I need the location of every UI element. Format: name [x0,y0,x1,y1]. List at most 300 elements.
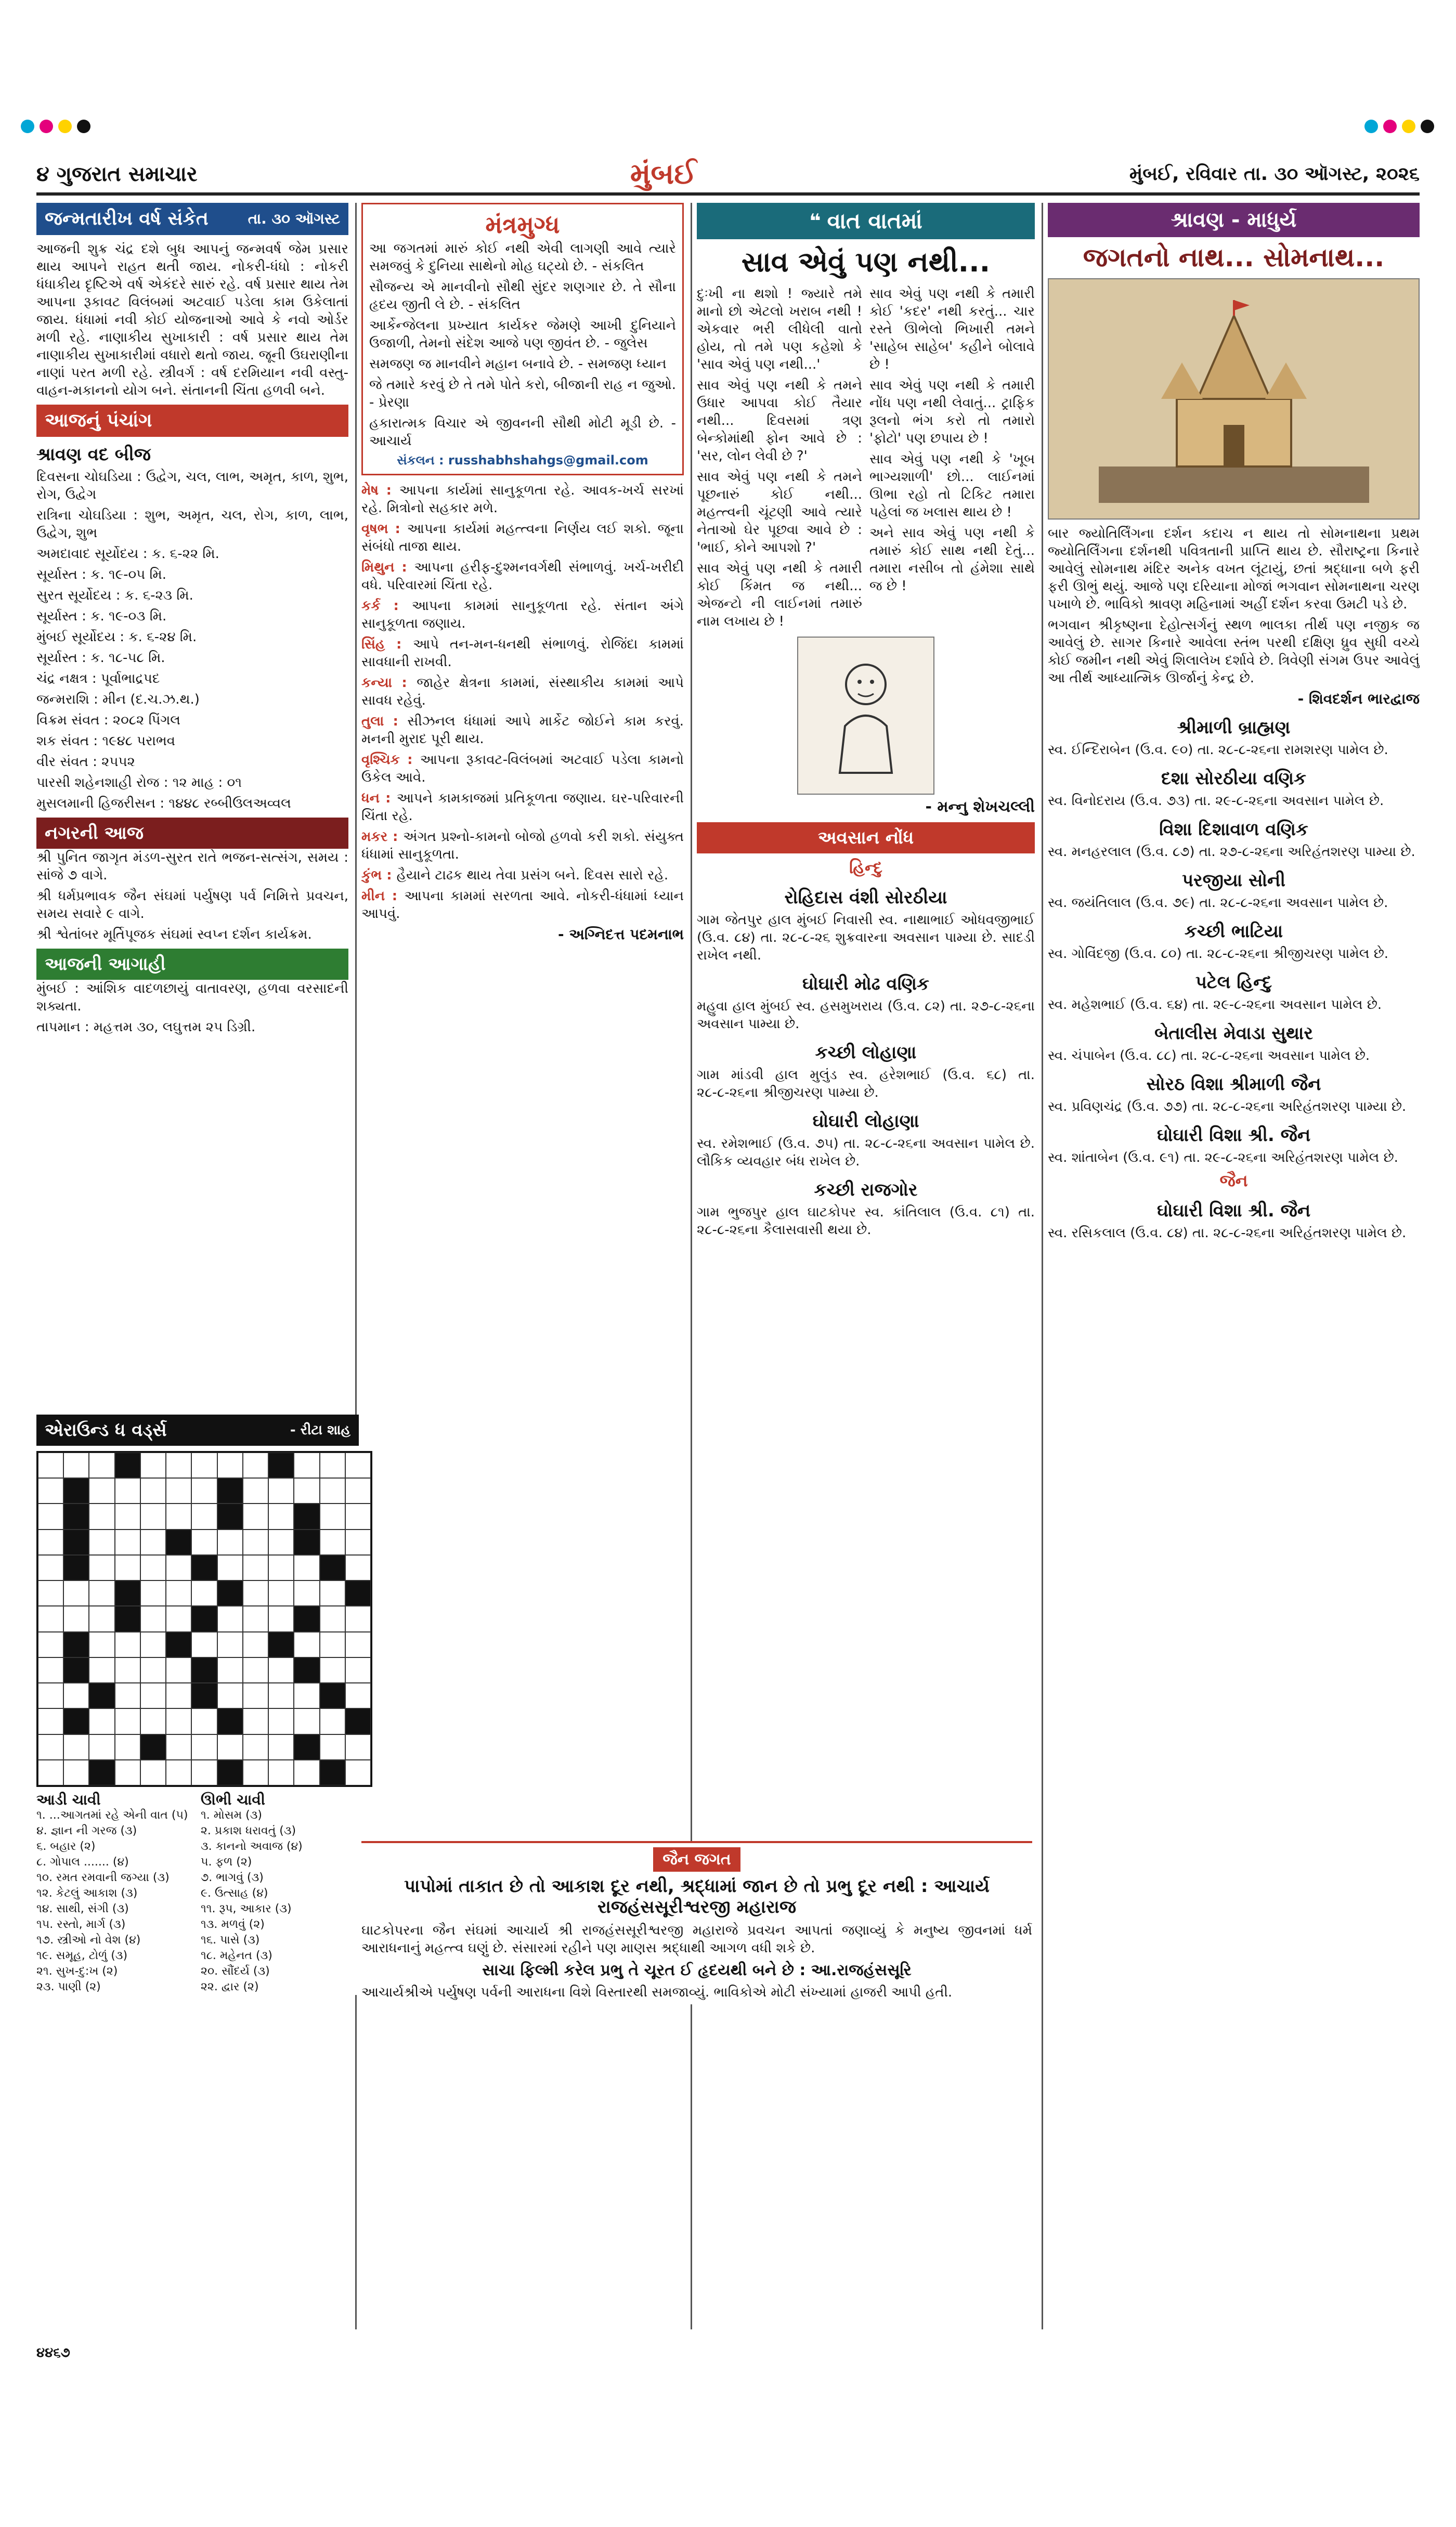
notice-text: સ્વ. ચંપાબેન (ઉ.વ. ૮૮) તા. ૨૮-૮-૨૬ના અવસાન પામેલ છે. [1048,1048,1370,1064]
jain-section [361,1841,1032,2004]
panchang-line: દિવસના ચોઘડિયા : ઉદ્વેગ, ચલ, લાભ, અમૃત, કાળ, શુભ, રોગ, ઉદ્વેગ [36,469,348,502]
crossword-cell[interactable] [166,1606,191,1631]
crossword-black-cell [63,1504,89,1529]
shravan-header [1048,203,1420,237]
crossword-cell[interactable] [268,1734,294,1760]
across-clue: ૧૨. કેટલું આકાશ (૩) [36,1887,138,1900]
panchang-line: સૂર્યાસ્ત : ક. ૧૯-૦૫ મિ. [36,567,167,582]
notices-section-heading: હિન્દુ [849,858,882,877]
aagahi-item: મુંબઈ : આંશિક વાદળછાયું વાતાવરણ, હળવા વરસાદની શક્યતા. [36,981,348,1014]
crossword-cell[interactable] [191,1530,217,1555]
crossword-grid[interactable] [36,1451,372,1787]
crossword-cell[interactable] [217,1632,243,1657]
registration-mark-yellow [58,120,72,133]
crossword-black-cell [320,1683,345,1708]
crossword-black-cell [166,1530,191,1555]
across-clue: ૨૩. પાણી (૨) [36,1980,101,1993]
crossword-cell[interactable] [166,1478,191,1504]
crossword-black-cell [217,1760,243,1785]
horoscope-sign: કન્યા : [361,675,417,691]
notice-text: સ્વ. રમેશભાઈ (ઉ.વ. ૭૫) તા. ૨૮-૮-૨૬ના અવસાન પામેલ છે. લૌકિક વ્યવહાર બંધ રાખેલ છે. [697,1136,1035,1169]
across-head: આડી ચાવી [36,1791,101,1808]
crossword-cell[interactable] [268,1530,294,1555]
notice-text: સ્વ. ગોવિંદજી (ઉ.વ. ૮૦) તા. ૨૮-૮-૨૬ના શ્રીજીચરણ પામેલ છે. [1048,946,1389,962]
notices-column-a [697,822,1035,1239]
crossword-cell[interactable] [166,1555,191,1580]
crossword-cell[interactable] [243,1760,268,1785]
birthday-title: જન્મતારીખ વર્ષ સંકેત [45,208,209,229]
down-clue: ૨૨. દ્વાર (૨) [201,1980,259,1993]
crossword-black-cell [294,1530,319,1555]
crossword-cell[interactable] [217,1734,243,1760]
crossword-cell[interactable] [140,1708,166,1734]
crossword-black-cell [63,1657,89,1683]
shravan-body: બાર જ્યોતિર્લિંગના દર્શન કદાચ ન થાય તો સોમનાથના પ્રથમ જ્યોતિર્લિંગના દર્શનથી પવિત્રતાની પ્રાપ્તિ થાય છે. સૌરાષ્ટ્રના કિનારે આવેલું સોમનાથ મંદિર અનેક વખત લૂંટાયું, છતાં શ્રદ્ધાના બળે ફરી ફરી ઊભું થયું. આજે પણ દરિયાના મોજાં ભગવાન સોમનાથના ચરણ પખાળે છે. ભાવિકો શ્રાવણ મહિનામાં અહીં દર્શન કરવા ઉમટી પડે છે. [1048,526,1420,612]
crossword-title: એરાઉન્ડ ધ વર્ડ્સ [45,1420,167,1441]
vaat-paragraph: દુઃખી ના થશો ! જ્યારે તમે માનો છો એટલો ખરાબ નથી ! એકવાર ભરી લીધેલી વાતો હોય, તો તમે પણ કહેશો કે 'સાવ એવું પણ નથી...' [697,286,862,372]
crossword-cell[interactable] [345,1504,371,1529]
temple-icon [1099,295,1369,503]
crossword-cell[interactable] [166,1504,191,1529]
cartoon-image [797,637,934,795]
crossword-black-cell [217,1708,243,1734]
crossword-cell[interactable] [38,1760,63,1785]
somnath-temple-photo [1048,278,1420,520]
crossword-cell[interactable] [345,1453,371,1478]
notice-name: કચ્છી ભાટિયા [1184,921,1283,942]
crossword-cell[interactable] [294,1478,319,1504]
crossword-cell[interactable] [89,1632,114,1657]
crossword-cell[interactable] [243,1683,268,1708]
horoscope-text: આપના કાર્યમાં મહત્ત્વના નિર્ણય લઈ શકો. જૂના સંબંધો તાજા થાય. [361,521,684,554]
crossword-cell[interactable] [345,1606,371,1631]
crossword-black-cell [89,1683,114,1708]
down-clue: ૧૧. રૂપ, આકાર (૩) [201,1902,292,1915]
crossword-author: - રીટા શાહ [290,1422,350,1438]
jain-title: જૈન જગત [653,1847,740,1872]
notices-title: અવસાન નોંધ [697,822,1035,853]
vaat-paragraph: અને સાવ એવું પણ નથી કે તમારું કોઈ સાથ નથી દેતું... તમારા નસીબ તો હંમેશા સાથે જ છે ! [869,525,1035,594]
crossword-cell[interactable] [38,1708,63,1734]
notice-text: સ્વ. પ્રવિણચંદ્ર (ઉ.વ. ૭૭) તા. ૨૮-૮-૨૬ના અરિહંતશરણ પામ્યા છે. [1048,1099,1407,1115]
crossword-cell[interactable] [191,1504,217,1529]
crossword-cell[interactable] [63,1683,89,1708]
crossword-cell[interactable] [38,1606,63,1631]
crossword-cell[interactable] [63,1453,89,1478]
column-vaat [697,203,1035,2329]
across-clue: ૧૯. સમૂહ, ટોળું (૩) [36,1949,128,1962]
crossword-cell[interactable] [268,1580,294,1606]
crossword-cell[interactable] [89,1530,114,1555]
panchang-line: સૂર્યાસ્ત : ક. ૧૯-૦૩ મિ. [36,608,167,624]
vaat-paragraph: સાવ એવું પણ નથી કે તમારી કોઈ 'કદર' નથી કરતું... ચાર રસ્તે ઊભેલો ભિખારી તમને 'સાહેબ સાહેબ' કહીને બોલાવે છે ! [869,286,1035,372]
notice-text: ગામ ભુજપુર હાલ ઘાટકોપર સ્વ. કાંતિલાલ (ઉ.વ. ૮૧) તા. ૨૮-૮-૨૬ના કૈલાસવાસી થયા છે. [697,1204,1035,1238]
notice-name: વિશા દિશાવાળ વણિક [1159,819,1308,840]
down-clue: ૨. પ્રકાશ ધરાવતું (૩) [201,1824,296,1837]
crossword-black-cell [63,1478,89,1504]
crossword-black-cell [294,1504,319,1529]
panchang-line: જન્મરાશિ : મીન (દ.ચ.ઝ.થ.) [36,692,200,707]
crossword-cell[interactable] [191,1734,217,1760]
notice-name: ઘોઘારી વિશા શ્રી. જૈન [1156,1125,1311,1146]
notice-text: સ્વ. જયંતિલાલ (ઉ.વ. ૭૯) તા. ૨૮-૮-૨૬ના અવસાન પામેલ છે. [1048,895,1388,911]
crossword-cell[interactable] [345,1555,371,1580]
crossword-cell[interactable] [140,1657,166,1683]
crossword-cell[interactable] [115,1530,140,1555]
crossword-cell[interactable] [243,1504,268,1529]
vaat-paragraph: સાવ એવું પણ નથી કે તમારી કોઈ કિંમત જ નથી... એજન્ટો ની લાઈનમાં તમારું નામ લખાય છે ! [697,561,862,629]
crossword-cell[interactable] [191,1478,217,1504]
across-clue: ૪. જ્ઞાન ની ગરજ (૩) [36,1824,137,1837]
crossword-cell[interactable] [89,1453,114,1478]
crossword-cell[interactable] [166,1683,191,1708]
crossword-cell[interactable] [320,1606,345,1631]
crossword-cell[interactable] [345,1530,371,1555]
nagari-header [36,818,348,849]
crossword-cell[interactable] [243,1632,268,1657]
vaat-col-b [869,285,1035,633]
notice-name: સોરઠ વિશા શ્રીમાળી જૈન [1146,1074,1321,1095]
crossword-black-cell [115,1580,140,1606]
horoscope-text: અંગત પ્રશ્નો-કામનો બોજો હળવો કરી શકો. સંયુક્ત ધંધામાં સાનુકૂળતા. [361,829,684,862]
crossword-cell[interactable] [140,1530,166,1555]
crossword-cell[interactable] [115,1708,140,1734]
crossword-cell[interactable] [217,1453,243,1478]
aagahi-item: તાપમાન : મહત્તમ ૩૦, લઘુત્તમ ૨૫ ડિગ્રી. [36,1019,256,1035]
crossword-cell[interactable] [345,1734,371,1760]
crossword-cell[interactable] [191,1632,217,1657]
notice-text: સ્વ. શાંતાબેન (ઉ.વ. ૯૧) તા. ૨૯-૮-૨૬ના અરિહંતશરણ પામેલ છે. [1048,1150,1398,1165]
horoscope-sign: કર્ક : [361,598,412,614]
crossword-cell[interactable] [345,1657,371,1683]
mantra-quote: હકારાત્મક વિચાર એ જીવનની સૌથી મોટી મૂડી છે. - આચાર્ય [369,416,676,449]
crossword-cell[interactable] [140,1580,166,1606]
crossword-cell[interactable] [320,1708,345,1734]
crossword-cell[interactable] [38,1580,63,1606]
horoscope-sign: વૃશ્ચિક : [361,752,420,768]
crossword-cell[interactable] [166,1708,191,1734]
crossword-cell[interactable] [217,1683,243,1708]
crossword-black-cell [191,1606,217,1631]
panchang-line: શક સંવત : ૧૯૪૮ પરાભવ [36,733,175,749]
crossword-cell[interactable] [268,1606,294,1631]
vaat-col-a [697,285,862,633]
crossword-black-cell [320,1555,345,1580]
crossword-clues [36,1792,359,1995]
across-clue: ૮. ગોપાલ ....... (૪) [36,1856,129,1869]
notice-text: મહુવા હાલ મુંબઈ સ્વ. હસમુખરાય (ઉ.વ. ૮૨) તા. ૨૭-૮-૨૬ના અવસાન પામ્યા છે. [697,999,1035,1032]
crossword-cell[interactable] [38,1657,63,1683]
crossword-cell[interactable] [191,1760,217,1785]
crossword-cell[interactable] [191,1708,217,1734]
column-rule [355,203,357,2329]
crossword-cell[interactable] [268,1760,294,1785]
crossword-black-cell [294,1606,319,1631]
crossword-black-cell [63,1708,89,1734]
notice-name: કચ્છી રાજગોર [814,1180,918,1200]
crossword-black-cell [191,1657,217,1683]
crossword-cell[interactable] [140,1504,166,1529]
crossword-cell[interactable] [166,1453,191,1478]
notice-text: સ્વ. ઈન્દિરાબેન (ઉ.વ. ૯૦) તા. ૨૮-૮-૨૬ના રામશરણ પામેલ છે. [1048,742,1388,758]
crossword-cell[interactable] [320,1580,345,1606]
masthead [36,156,1420,196]
crossword-cell[interactable] [320,1657,345,1683]
registration-mark-cyan-right [1364,120,1378,133]
panchang-line: પારસી શહેનશાહી રોજ : ૧૨ માહ : ૦૧ [36,775,242,791]
crossword-cell[interactable] [243,1734,268,1760]
crossword-cell[interactable] [140,1453,166,1478]
crossword-cell[interactable] [217,1606,243,1631]
panchang-month: શ્રાવણ વદ બીજ [36,444,151,465]
crossword-cell[interactable] [268,1657,294,1683]
horoscope-text: આપના રૂકાવટ-વિલંબમાં અટવાઈ પડેલા કામનો ઉકેલ આવે. [361,752,684,785]
crossword-cell[interactable] [320,1504,345,1529]
horoscope-item [361,712,684,748]
crossword-cell[interactable] [217,1530,243,1555]
crossword-black-cell [294,1734,319,1760]
notice-name: દશા સોરઠીયા વણિક [1161,768,1307,789]
crossword-black-cell [191,1683,217,1708]
crossword-cell[interactable] [89,1734,114,1760]
nagari-item: શ્રી શ્વેતાંબર મૂર્તિપૂજક સંઘમાં સ્વપ્ન દર્શન કાર્યક્રમ. [36,927,312,942]
crossword-cell[interactable] [89,1478,114,1504]
across-clue: ૬. બહાર (૨) [36,1840,96,1853]
across-list [36,1808,194,1995]
horoscope-sign: મેષ : [361,483,399,498]
horoscope-item [361,866,684,884]
crossword-cell[interactable] [140,1760,166,1785]
notice-name: ઘોઘારી મોઢ વણિક [802,974,930,994]
down-clues [201,1792,359,1995]
crossword-cell[interactable] [268,1683,294,1708]
crossword-cell[interactable] [115,1683,140,1708]
crossword-cell[interactable] [89,1606,114,1631]
crossword-cell[interactable] [115,1555,140,1580]
down-clue: ૩. કાનનો અવાજ (૪) [201,1840,303,1853]
shravan-body-2: ભગવાન શ્રીકૃષ્ણના દેહોત્સર્ગનું સ્થળ ભાલકા તીર્થ પણ નજીક જ આવેલું છે. સાગર કિનારે આવેલા સ્તંભ પરથી દક્ષિણ ધ્રુવ સુધી વચ્ચે કોઈ જમીન નથી એવું શિલાલેખ દર્શાવે છે. ત્રિવેણી સંગમ ઉપર આવેલું આ તીર્થ આધ્યાત્મિક ઊર્જાનું કેન્દ્ર છે. [1048,617,1420,686]
crossword-cell[interactable] [243,1657,268,1683]
crossword-cell[interactable] [320,1478,345,1504]
mantra-quote: સૌજન્ય એ માનવીનો સૌથી સુંદર શણગાર છે. તે સૌના હૃદય જીતી લે છે. - સંકલિત [369,279,676,313]
crossword-cell[interactable] [38,1632,63,1657]
notice-text: સ્વ. મનહરલાલ (ઉ.વ. ૮૭) તા. ૨૭-૮-૨૬ના અરિહંતશરણ પામ્યા છે. [1048,844,1415,860]
across-clues [36,1792,194,1995]
horoscope-item [361,751,684,786]
horoscope-item [361,597,684,632]
panchang-line: વિક્રમ સંવત : ૨૦૮૨ પિંગલ [36,712,180,728]
crossword-cell[interactable] [63,1606,89,1631]
crossword-cell[interactable] [243,1530,268,1555]
horoscope-text: આપના કામમાં સાનુકૂળતા રહે. સંતાન અંગે સાનુકૂળતા જણાય. [361,598,684,631]
footer [36,2345,1420,2366]
mantra-credit: સંકલન : russhabhshahgs@gmail.com [397,453,648,468]
crossword-cell[interactable] [217,1555,243,1580]
horoscope-sign: મીન : [361,888,405,904]
vaat-headline: સાવ એવું પણ નથી... [741,245,991,278]
crossword-cell[interactable] [140,1683,166,1708]
column-horoscope [361,203,684,2329]
crossword-black-cell [217,1478,243,1504]
across-clue: ૨૧. સુખ-દુ:ખ (૨) [36,1965,118,1978]
mantra-quote: આ જગતમાં મારું કોઈ નથી એવી લાગણી આવે ત્યારે સમજવું કે દુનિયા સાથેનો મોહ ઘટ્યો છે. - સંકલિત [369,241,676,274]
aagahi-header [36,949,348,980]
across-clue: ૧૦. રમત રમવાની જગ્યા (૩) [36,1871,170,1884]
crossword-cell[interactable] [166,1657,191,1683]
column-rule [1042,203,1043,2329]
crossword-cell[interactable] [140,1632,166,1657]
crossword-cell[interactable] [294,1453,319,1478]
horoscope-item [361,520,684,555]
crossword-cell[interactable] [115,1760,140,1785]
crossword-cell[interactable] [345,1632,371,1657]
mantra-title: મંત્રમુગ્ધ [485,211,560,239]
nagari-title: નગરની આજ [45,823,144,844]
crossword-cell[interactable] [89,1580,114,1606]
notice-name: પરજીયા સોની [1181,870,1286,891]
crossword-cell[interactable] [320,1632,345,1657]
crossword-cell[interactable] [115,1632,140,1657]
crossword-black-cell [115,1453,140,1478]
crossword-cell[interactable] [320,1453,345,1478]
horoscope-text: જાહેર ક્ષેત્રના કામમાં, સંસ્થાકીય કામમાં આપે સાવધ રહેવું. [361,675,684,708]
crossword-cell[interactable] [140,1478,166,1504]
crossword-cell[interactable] [140,1555,166,1580]
panchang-lines [36,468,348,812]
crossword-black-cell [191,1555,217,1580]
aagahi-title: આજની આગાહી [45,954,166,975]
horoscope-sign: મકર : [361,829,404,845]
crossword-cell[interactable] [294,1555,319,1580]
vaat-author: - મન્નુ શેખચલ્લી [925,798,1035,816]
crossword-cell[interactable] [166,1734,191,1760]
crossword-cell[interactable] [320,1530,345,1555]
crossword-cell[interactable] [294,1708,319,1734]
crossword-cell[interactable] [38,1504,63,1529]
down-list [201,1808,359,1995]
down-clue: ૯. ઉત્સાહ (૪) [201,1887,268,1900]
horoscope-text: આપના કામમાં સરળતા આવે. નોકરી-ધંધામાં ધ્યાન આપવું. [361,888,684,922]
crossword-cell[interactable] [217,1657,243,1683]
crossword-cell[interactable] [38,1555,63,1580]
horoscope-item [361,828,684,863]
crossword-cell[interactable] [38,1530,63,1555]
horoscope-sign: તુલા : [361,714,408,729]
panchang-line: ચંદ્ર નક્ષત્ર : પૂર્વાભાદ્રપદ [36,671,160,686]
page-number: ૪ [36,162,49,186]
crossword-cell[interactable] [243,1708,268,1734]
crossword-black-cell [217,1504,243,1529]
crossword-cell[interactable] [89,1555,114,1580]
crossword-cell[interactable] [38,1453,63,1478]
crossword-black-cell [115,1606,140,1631]
crossword-cell[interactable] [294,1580,319,1606]
notice-text: સ્વ. રસિકલાલ (ઉ.વ. ૮૪) તા. ૨૮-૮-૨૬ના અરિહંતશરણ પામેલ છે. [1048,1225,1407,1241]
horoscope-sign: ધન : [361,791,397,806]
horoscope-list [361,482,684,923]
crossword-section [36,1415,359,1995]
crossword-cell[interactable] [115,1504,140,1529]
notice-text: સ્વ. મહેશભાઈ (ઉ.વ. ૬૪) તા. ૨૯-૮-૨૬ના અવસાન પામેલ છે. [1048,997,1382,1013]
crossword-cell[interactable] [294,1683,319,1708]
crossword-cell[interactable] [115,1734,140,1760]
down-clue: ૧૮. મહેનત (૩) [201,1949,272,1962]
birthday-header [36,203,348,235]
crossword-cell[interactable] [243,1606,268,1631]
crossword-cell[interactable] [345,1478,371,1504]
crossword-cell[interactable] [320,1734,345,1760]
crossword-cell[interactable] [243,1580,268,1606]
horoscope-byline: - અગ્નિદત્ત પદમનાભ [557,926,684,943]
horoscope-item [361,482,684,517]
panchang-line: અમદાવાદ સૂર્યોદય : ક. ૬-૨૨ મિ. [36,546,219,562]
panchang-line: મુસલમાની હિજરીસન : ૧૪૪૮ રબ્બીઉલઅવ્વલ [36,796,291,811]
crossword-cell[interactable] [243,1555,268,1580]
crossword-cell[interactable] [268,1478,294,1504]
crossword-cell[interactable] [243,1453,268,1478]
crossword-cell[interactable] [166,1760,191,1785]
shravan-title: શ્રાવણ - માધુર્ય [1171,208,1297,232]
mantra-quotes [369,240,676,450]
down-clue: ૭. ભાગવું (૩) [201,1871,264,1884]
notice-name: ઘોઘારી વિશા શ્રી. જૈન [1156,1200,1311,1221]
crossword-cell[interactable] [268,1708,294,1734]
notice-text: ગામ જેતપુર હાલ મુંબઈ નિવાસી સ્વ. નાથાભાઈ ઓધવજીભાઈ (ઉ.વ. ૮૪) તા. ૨૮-૮-૨૬ શુક્રવારના અવસાન પામ્યા છે. સાદડી રાખેલ નથી. [697,912,1035,963]
crossword-cell[interactable] [140,1606,166,1631]
crossword-cell[interactable] [63,1734,89,1760]
crossword-black-cell [166,1632,191,1657]
crossword-cell[interactable] [115,1657,140,1683]
crossword-cell[interactable] [38,1734,63,1760]
crossword-cell[interactable] [243,1478,268,1504]
crossword-black-cell [63,1632,89,1657]
notice-name: રોહિદાસ વંશી સોરઠીયા [784,887,947,908]
vaat-paragraph: સાવ એવું પણ નથી કે તમને ઉધાર આપવા કોઈ તૈયાર નથી... દિવસમાં ત્રણ બેન્કોમાંથી ફોન આવે છે : 'સર, લોન લેવી છે ?' [697,378,862,464]
horoscope-text: આપને કામકાજમાં પ્રતિકૂળતા જણાય. ઘર-પરિવારની ચિંતા રહે. [361,791,684,824]
panchang-header [36,405,348,437]
crossword-cell[interactable] [345,1760,371,1785]
crossword-cell[interactable] [191,1580,217,1606]
crossword-cell[interactable] [166,1580,191,1606]
crossword-cell[interactable] [63,1760,89,1785]
notices-section-heading: જૈન [1219,1171,1248,1190]
registration-mark-yellow-right [1402,120,1415,133]
horoscope-sign: કુંભ : [361,867,397,883]
crossword-cell[interactable] [89,1657,114,1683]
crossword-cell[interactable] [89,1708,114,1734]
crossword-black-cell [345,1580,371,1606]
crossword-cell[interactable] [268,1555,294,1580]
crossword-cell[interactable] [345,1683,371,1708]
footer-code: ૪૪૬૭ [36,2345,70,2361]
notice-text: ગામ માંડવી હાલ મુલુંડ સ્વ. હરેશભાઈ (ઉ.વ. ૬૮) તા. ૨૮-૮-૨૬ના શ્રીજીચરણ પામ્યા છે. [697,1067,1035,1100]
notice-text: સ્વ. વિનોદરાય (ઉ.વ. ૭૩) તા. ૨૯-૮-૨૬ના અવસાન પામેલ છે. [1048,793,1384,809]
crossword-cell[interactable] [38,1478,63,1504]
down-clue: ૧૩. મળવું (૨) [201,1918,265,1931]
jain-body: ઘાટકોપરના જૈન સંઘમાં આચાર્ય શ્રી રાજહંસસૂરીશ્વરજી મહારાજે પ્રવચન આપતાં જણાવ્યું કે મનુષ્ય જીવનમાં ધર્મ આરાધનાનું મહત્ત્વ ઘણું છે. સંસારમાં રહીને પણ માણસ શ્રદ્ધાથી આગળ વધી શકે છે. [361,1923,1032,1956]
panchang-line: રાત્રિના ચોઘડિયા : શુભ, અમૃત, ચલ, રોગ, કાળ, લાભ, ઉદ્વેગ, શુભ [36,508,348,541]
crossword-cell[interactable] [191,1453,217,1478]
panchang-line: સુરત સૂર્યોદય : ક. ૬-૨૩ મિ. [36,588,193,603]
shravan-headline: જગતનો નાથ... સોમનાથ... [1083,242,1385,273]
crossword-cell[interactable] [38,1683,63,1708]
crossword-cell[interactable] [268,1504,294,1529]
crossword-cell[interactable] [89,1504,114,1529]
crossword-cell[interactable] [294,1760,319,1785]
crossword-cell[interactable] [115,1478,140,1504]
crossword-cell[interactable] [294,1632,319,1657]
crossword-cell[interactable] [63,1580,89,1606]
